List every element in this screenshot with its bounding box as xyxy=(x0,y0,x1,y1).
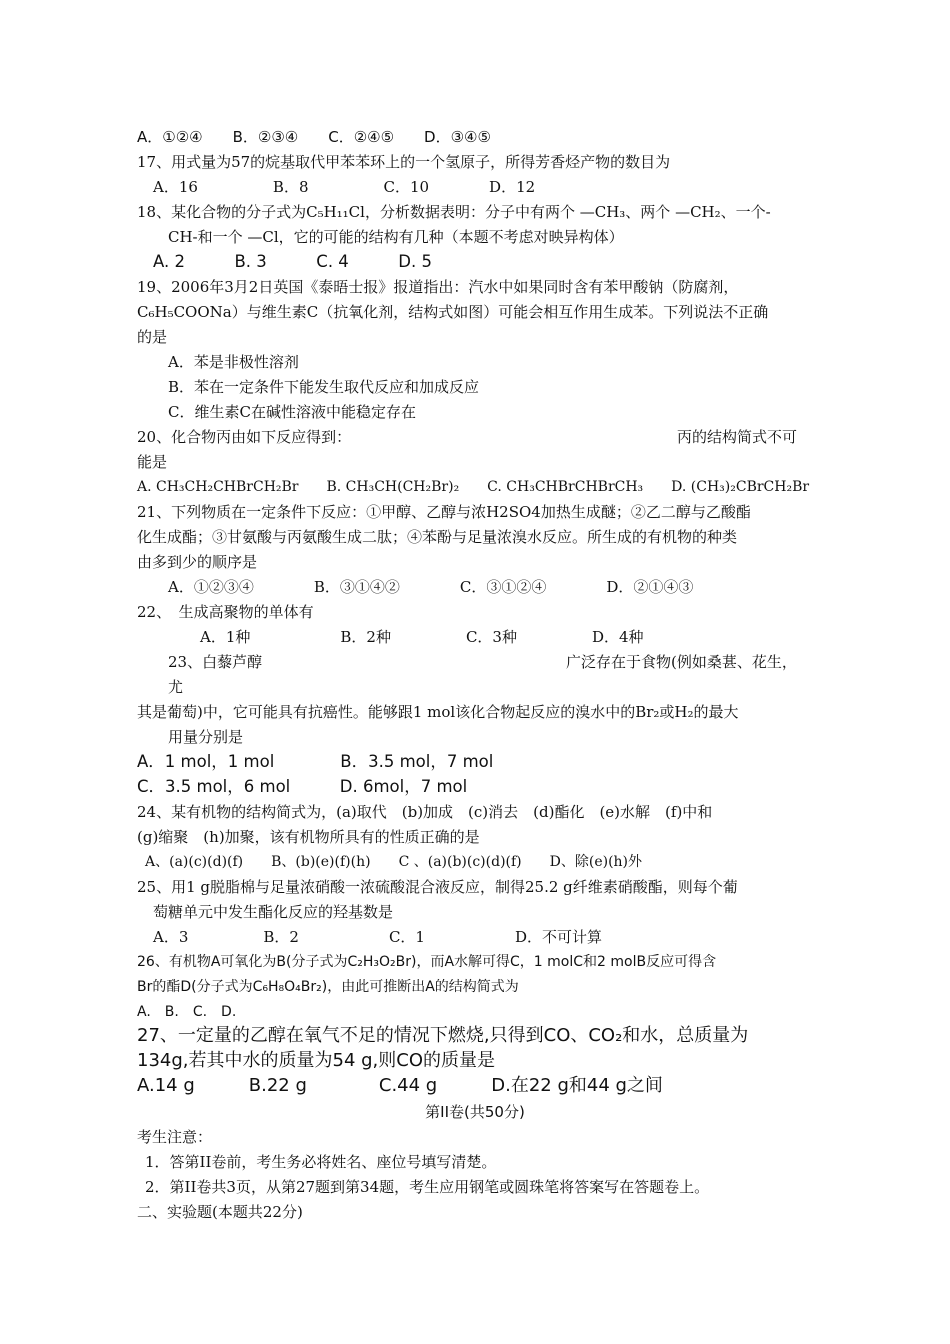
notice-item-1: 1．答第II卷前，考生务必将姓名、座位号填写清楚。 xyxy=(145,1153,497,1171)
q19-stem-3: 的是 xyxy=(137,328,168,346)
q23-stem-2: 尤 xyxy=(168,678,184,696)
section-2-heading: 二、实验题(本题共22分) xyxy=(137,1203,303,1221)
q25-options: A．3 B．2 C．1 D．不可计算 xyxy=(153,928,602,946)
q21-stem-1: 21、下列物质在一定条件下反应：①甲醇、乙醇与浓H2SO4加热生成醚；②乙二醇与乙酸酯 xyxy=(137,503,751,521)
q23-stem-1b: 广泛存在于食物(例如桑葚、花生， xyxy=(566,653,797,671)
q17-stem: 17、用式量为57的烷基取代甲苯苯环上的一个氢原子，所得芳香烃产物的数目为 xyxy=(137,153,671,171)
q25-stem-1: 25、用1 g脱脂棉与足量浓硝酸一浓硫酸混合液反应，制得25.2 g纤维素硝酸酯，则每个葡 xyxy=(137,878,738,896)
q16-options: A．①②④ B．②③④ C．②④⑤ D．③④⑤ xyxy=(137,128,491,146)
q23-options-2: C．3.5 mol，6 mol D. 6mol，7 mol xyxy=(137,777,468,796)
q25-stem-2: 萄糖单元中发生酯化反应的羟基数是 xyxy=(153,903,394,921)
q19-option-b: B．苯在一定条件下能发生取代反应和加成反应 xyxy=(168,378,480,396)
q20-stem-2: 能是 xyxy=(137,453,168,471)
q27-stem-2: 134g,若其中水的质量为54 g,则CO的质量是 xyxy=(137,1050,496,1071)
q24-stem-2: (g)缩聚 (h)加聚，该有机物所具有的性质正确的是 xyxy=(137,828,480,846)
q19-option-a: A．苯是非极性溶剂 xyxy=(168,353,299,371)
q24-stem-1: 24、某有机物的结构简式为，(a)取代 (b)加成 (c)消去 (d)酯化 (e)水解 (f)中和 xyxy=(137,803,713,821)
q22-stem: 22、 生成高聚物的单体有 xyxy=(137,603,314,621)
q26-stem-1: 26、有机物A可氧化为B(分子式为C₂H₃O₂Br)，而A水解可得C，1 molC和2 molB反应可得含 xyxy=(137,954,717,970)
q24-options: A、(a)(c)(d)(f) B、(b)(e)(f)(h) C 、(a)(b)(c)(d)(f) D、除(e)(h)外 xyxy=(145,854,643,870)
q27-options: A.14 g B.22 g C.44 g D.在22 g和44 g之间 xyxy=(137,1075,663,1096)
part2-title: 第II卷(共50分) xyxy=(425,1103,525,1121)
q23-stem-3: 其是葡萄)中，它可能具有抗癌性。能够跟1 mol该化合物起反应的溴水中的Br₂或H₂的最大 xyxy=(137,703,739,721)
q18-stem-2: CH-和一个 —Cl，它的可能的结构有几种（本题不考虑对映异构体） xyxy=(168,228,624,246)
q26-stem-2: Br的酯D(分子式为C₆H₈O₄Br₂)，由此可推断出A的结构简式为 xyxy=(137,979,519,995)
q22-options: A．1种 B．2种 C．3种 D．4种 xyxy=(200,628,644,646)
q23-stem-4: 用量分别是 xyxy=(168,728,244,746)
q23-options-1: A．1 mol，1 mol B．3.5 mol，7 mol xyxy=(137,752,494,771)
q17-options: A．16 B．8 C．10 D．12 xyxy=(153,178,536,196)
q18-options: A. 2 B. 3 C. 4 D. 5 xyxy=(153,252,432,271)
q20-stem-1b: 丙的结构简式不可 xyxy=(677,428,798,446)
q19-stem-1: 19、2006年3月2日英国《泰晤士报》报道指出：汽水中如果同时含有苯甲酸钠（防腐剂， xyxy=(137,278,739,296)
q20-options: A. CH₃CH₂CHBrCH₂Br B. CH₃CH(CH₂Br)₂ C. CH₃CHBrCHBrCH₃ D. (CH₃)₂CBrCH₂Br xyxy=(137,479,810,495)
q21-options: A．①②③④ B．③①④② C．③①②④ D．②①④③ xyxy=(168,578,694,596)
q26-options: A. B. C. D. xyxy=(137,1004,237,1020)
q21-stem-2: 化生成酯；③甘氨酸与丙氨酸生成二肽；④苯酚与足量浓溴水反应。所生成的有机物的种类 xyxy=(137,528,738,546)
q21-stem-3: 由多到少的顺序是 xyxy=(137,553,258,571)
notice-heading: 考生注意： xyxy=(137,1128,213,1146)
notice-item-2: 2．第II卷共3页，从第27题到第34题，考生应用钢笔或圆珠笔将答案写在答题卷上。 xyxy=(145,1178,710,1196)
q27-stem-1: 27、一定量的乙醇在氧气不足的情况下燃烧,只得到CO、CO₂和水，总质量为 xyxy=(137,1025,749,1046)
q23-stem-1: 23、白藜芦醇 xyxy=(168,653,263,671)
q20-stem-1: 20、化合物丙由如下反应得到： xyxy=(137,428,352,446)
q19-option-c: C．维生素C在碱性溶液中能稳定存在 xyxy=(168,403,416,421)
q18-stem-1: 18、某化合物的分子式为C₅H₁₁Cl，分析数据表明：分子中有两个 —CH₃、两个 —CH₂、一个- xyxy=(137,203,771,221)
q19-stem-2: C₆H₅COONa）与维生素C（抗氧化剂，结构式如图）可能会相互作用生成苯。下列说法不正确 xyxy=(137,303,769,321)
